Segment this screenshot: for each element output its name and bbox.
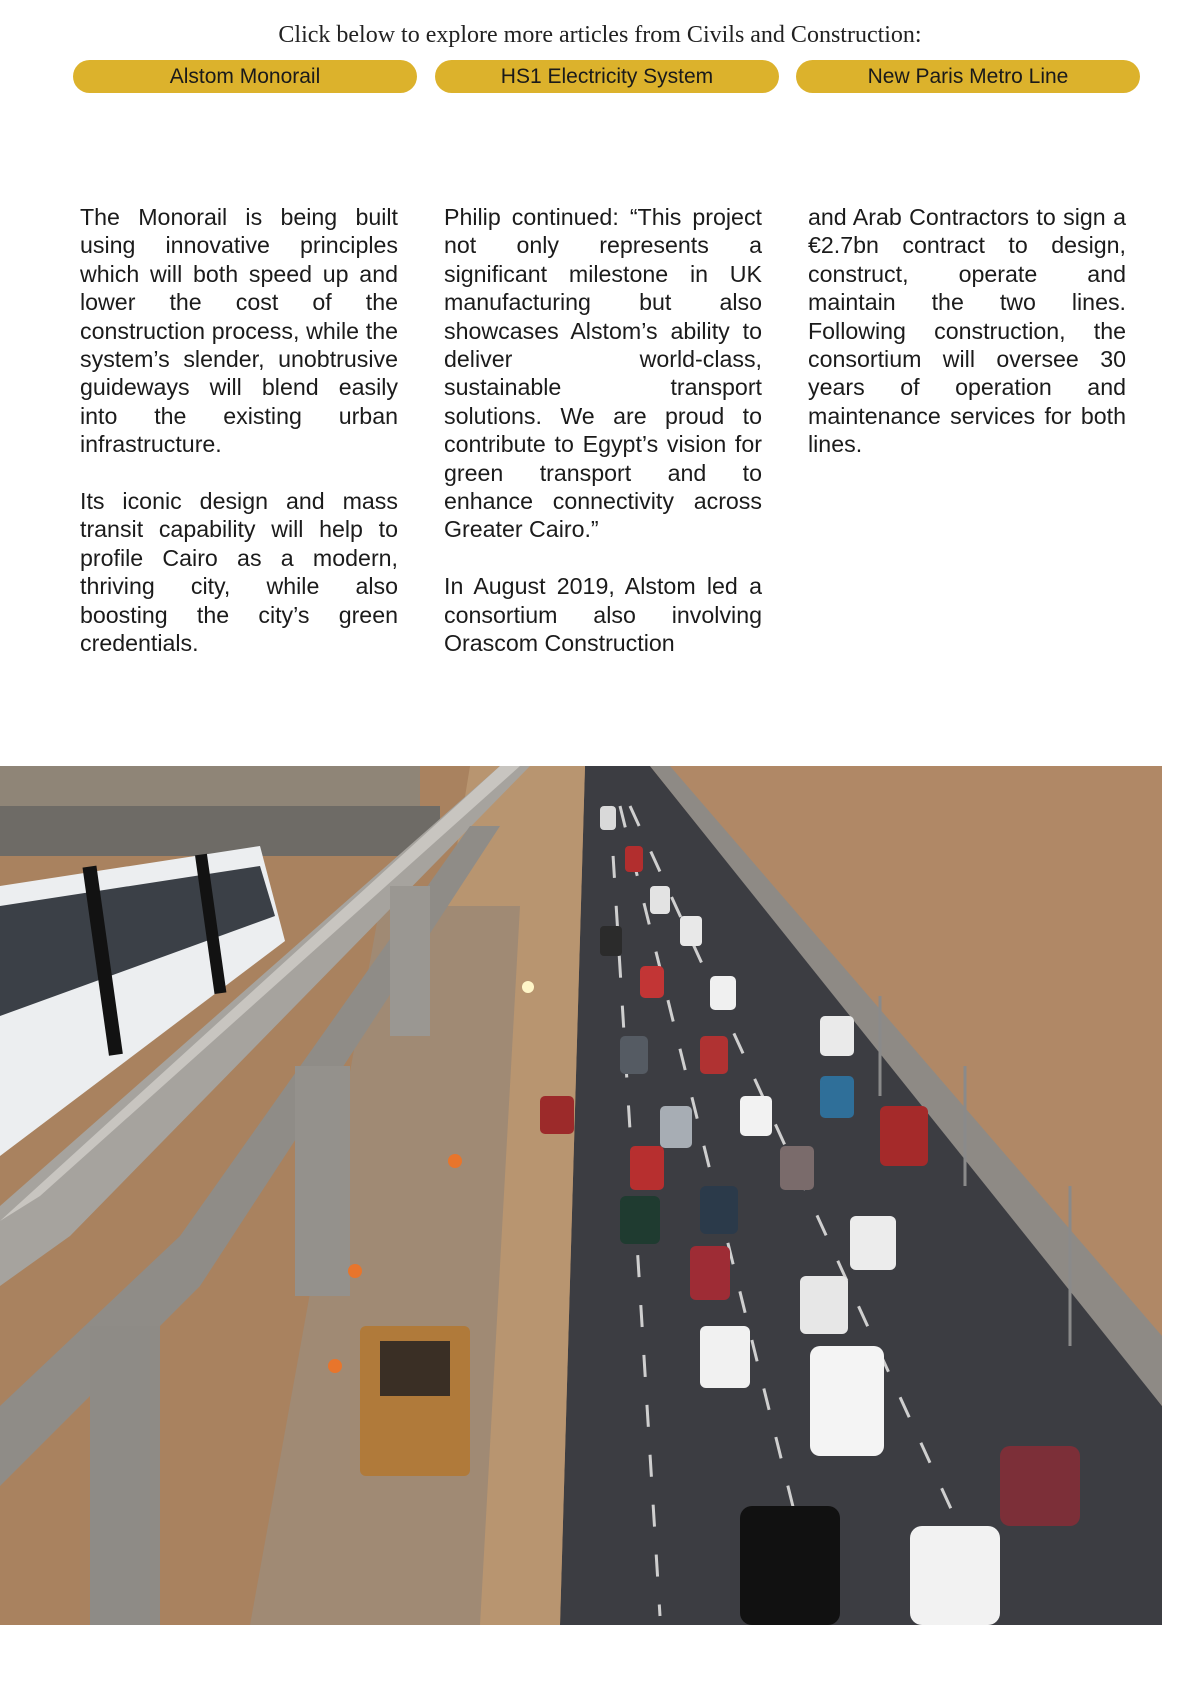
pier: [295, 1066, 350, 1296]
monorail-construction-photo: [0, 766, 1162, 1625]
link-alstom-monorail[interactable]: Alstom Monorail: [73, 60, 417, 93]
worker: [328, 1359, 342, 1373]
paragraph: Its iconic design and mass transit capability will help to profile Cairo as a modern, thriving city, while also boosting the city’s green credentials.: [80, 488, 398, 657]
distant-road: [0, 806, 440, 856]
paragraph: In August 2019, Alstom led a consortium also involving Orascom Construction: [444, 573, 762, 657]
paragraph: and Arab Contractors to sign a €2.7bn contract to design, construct, operate and maintain the two lines. Following construction, the consortium will oversee 30 years of operation and maintenance services for both lines.: [808, 204, 1126, 458]
related-articles-links: [73, 60, 1143, 93]
article-column-2: [444, 203, 762, 686]
floodlight: [522, 981, 534, 993]
pier: [390, 886, 430, 1036]
worker: [348, 1264, 362, 1278]
related-articles-intro: Click below to explore more articles from Civils and Construction:: [278, 22, 922, 48]
link-new-paris-metro-line[interactable]: New Paris Metro Line: [796, 60, 1140, 93]
article-column-3: [808, 203, 1126, 487]
paragraph: Philip continued: “This project not only represents a significant milestone in UK manufacturing but also showcases Alstom’s ability to deliver world-class, sustainable transport solutions. We are proud to contribute to Egypt’s vision for green transport and to enhance connectivity across Greater Cairo.”: [444, 204, 762, 543]
photo-illustration: [0, 766, 1162, 1625]
article-column-1: [80, 203, 398, 686]
bulldozer-cab: [380, 1341, 450, 1396]
paragraph: The Monorail is being built using innovative principles which will both speed up and lower the cost of the construction process, while the system’s slender, unobtrusive guideways will blend easily into the existing urban infrastructure.: [80, 204, 398, 458]
worker: [448, 1154, 462, 1168]
pier: [90, 1326, 160, 1625]
link-hs1-electricity-system[interactable]: HS1 Electricity System: [435, 60, 779, 93]
